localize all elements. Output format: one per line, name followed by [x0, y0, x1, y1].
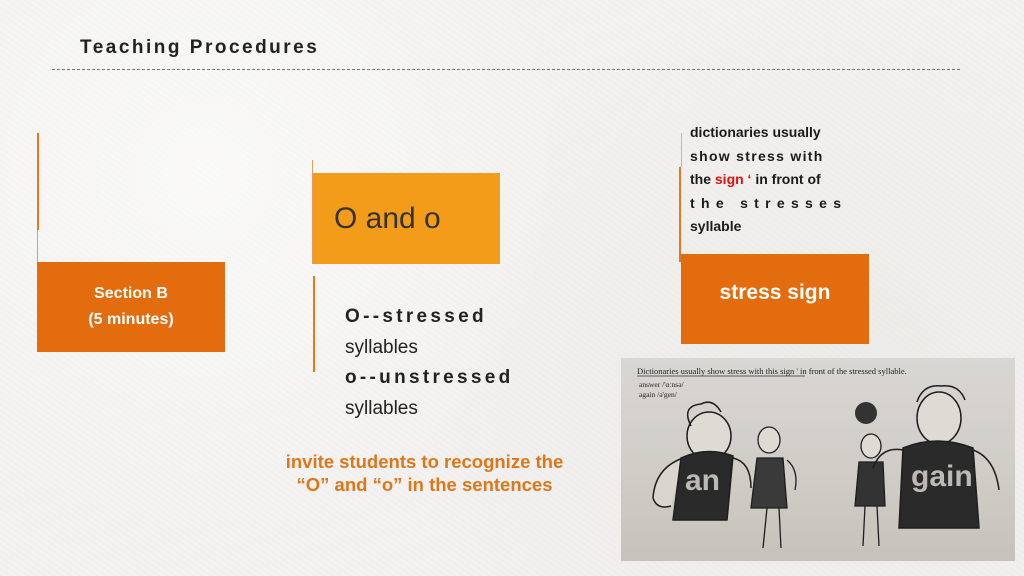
- accent-line-left: [37, 133, 39, 230]
- section-b-label: Section B: [94, 285, 168, 302]
- letters-list-line1: O--stressed: [345, 306, 487, 327]
- accent-line-middle: [313, 276, 315, 372]
- cartoon-ball: [855, 402, 877, 424]
- stress-sign-label: stress sign: [719, 281, 831, 304]
- stress-sign-box: [681, 254, 869, 344]
- photo-word1: answer /'ɑːnsə/: [639, 380, 684, 389]
- photo-caption: Dictionaries usually show stress with this sign ' in front of the stressed syllable.: [637, 366, 907, 376]
- letters-list: [345, 302, 517, 424]
- section-b-box: [37, 262, 225, 352]
- invite-text: [262, 450, 587, 496]
- dict-sign-red: sign ‘: [714, 171, 752, 187]
- dict-line3: [690, 168, 860, 192]
- cartoon-shirt-gain: gain: [911, 460, 973, 493]
- cartoon-figure-small: [751, 427, 796, 548]
- dict-line2: show stress with: [690, 147, 824, 164]
- letters-list-line4: syllables: [345, 397, 418, 419]
- photo-word2: again /ə'gen/: [639, 390, 677, 399]
- section-b-duration: (5 minutes): [88, 311, 174, 328]
- accent-line-right: [679, 167, 681, 262]
- dictionary-note: [690, 121, 860, 239]
- letters-list-line3: o--unstressed: [345, 367, 514, 388]
- cartoon-figure-right-small: [855, 434, 885, 546]
- letters-box-label: O and o: [334, 201, 441, 235]
- dict-line1: dictionaries usually: [690, 124, 821, 140]
- textbook-photo-drawing: [621, 358, 1015, 561]
- accent-line-right-top: [681, 133, 682, 167]
- title-divider: [52, 69, 960, 70]
- dict-line5: syllable: [690, 218, 742, 234]
- letters-list-line2: syllables: [345, 336, 418, 358]
- cartoon-figure-left: [653, 402, 751, 520]
- dict-line3-end: in front of: [751, 171, 821, 187]
- page-title: Teaching Procedures: [80, 37, 320, 58]
- invite-line1: invite students to recognize the: [285, 451, 564, 472]
- letters-box: [313, 173, 500, 264]
- dict-line4: the stresses: [690, 194, 848, 211]
- cartoon-figure-right: [873, 386, 999, 528]
- textbook-photo: [621, 358, 1015, 561]
- cartoon-shirt-an: an: [685, 464, 721, 497]
- invite-line2: “O” and “o” in the sentences: [296, 474, 553, 495]
- dict-line3-start: the: [690, 171, 715, 187]
